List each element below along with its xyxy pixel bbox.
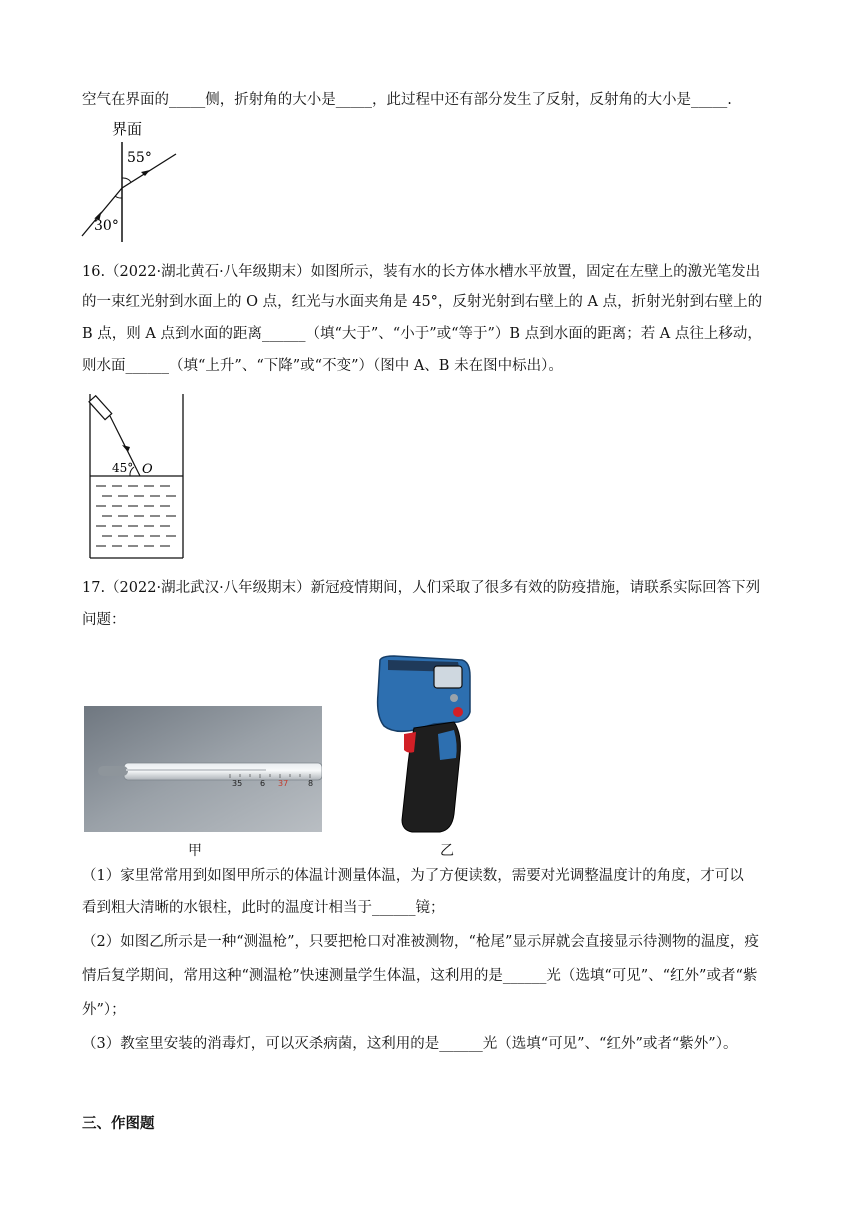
thermometer-glass — [124, 763, 322, 780]
caption-jia: 甲 — [188, 843, 202, 859]
q15-text-line: 空气在界面的_____侧，折射角的大小是_____，此过程中还有部分发生了反射，反射角的大小是_____. — [82, 92, 732, 108]
scale-label: 6 — [260, 779, 266, 788]
angle-label-30: 30° — [94, 218, 119, 234]
q16-text-line: 的一束红光射到水面上的 O 点，红光与水面夹角是 45°，反射光射到右壁上的 A 点，折射光射到右壁上的 — [82, 294, 763, 310]
water-tank-figure — [86, 392, 190, 562]
q17-text-line: 17.（2022·湖北武汉·八年级期末）新冠疫情期间，人们采取了很多有效的防疫措施，请联系实际回答下列 — [82, 580, 761, 596]
angle-arc-bottom — [115, 196, 122, 198]
point-o-label: O — [142, 462, 153, 477]
angle-arc-top — [122, 178, 131, 182]
scale-label: 8 — [308, 779, 314, 788]
refraction-figure — [80, 118, 190, 246]
laser-arrow — [122, 445, 130, 452]
gun-trigger — [404, 732, 416, 753]
q17-part1-line: （1）家里常常用到如图甲所示的体温计测量体温，为了方便读数，需要对光调整温度计的角度，才可以 — [82, 868, 744, 884]
q17-part1-line: 看到粗大清晰的水银柱，此时的温度计相当于______镜； — [82, 900, 445, 916]
thermometer-bulb — [98, 766, 128, 776]
angle-label-55: 55° — [127, 150, 152, 166]
q16-text-line: 则水面______（填“上升”、“下降”或“不变”）（图中 A、B 未在图中标出）。 — [82, 358, 563, 374]
infrared-thermometer-photo — [374, 654, 474, 838]
section-heading: 三、作图题 — [82, 1116, 155, 1132]
thermometer-photo — [84, 706, 322, 832]
water-hatching — [96, 486, 176, 546]
angle-label-45: 45° — [112, 461, 134, 475]
q17-text-line: 问题： — [82, 612, 126, 628]
q16-text-line: B 点，则 A 点到水面的距离______（填“大于”、“小于”或“等于”）B 点到水面的距离；若 A 点往上移动， — [82, 326, 762, 342]
gun-button-red — [453, 707, 463, 717]
gun-button-grey — [450, 694, 458, 702]
scale-label: 35 — [232, 779, 243, 788]
gun-handle-accent — [438, 730, 457, 760]
interface-label: 界面 — [112, 120, 143, 138]
q17-part2-line: 外”）； — [82, 1002, 126, 1018]
q17-part2-line: 情后复学期间，常用这种“测温枪”快速测量学生体温，这利用的是______光（选填“可见”、“红外”或者“紫 — [82, 968, 758, 984]
q17-part2-line: （2）如图乙所示是一种“测温枪”，只要把枪口对准被测物，“枪尾”显示屏就会直接显示待测物的温度，疫 — [82, 934, 759, 950]
gun-display — [434, 666, 462, 688]
laser-pen — [89, 396, 112, 420]
scale-label: 37 — [278, 779, 289, 788]
q17-part3-line: （3）教室里安装的消毒灯，可以灭杀病菌，这利用的是______光（选填“可见”、“红外”或者“紫外”）。 — [82, 1036, 738, 1052]
caption-yi: 乙 — [440, 843, 454, 859]
q16-text-line: 16.（2022·湖北黄石·八年级期末）如图所示，装有水的长方体水槽水平放置，固定在左壁上的激光笔发出 — [82, 264, 761, 280]
